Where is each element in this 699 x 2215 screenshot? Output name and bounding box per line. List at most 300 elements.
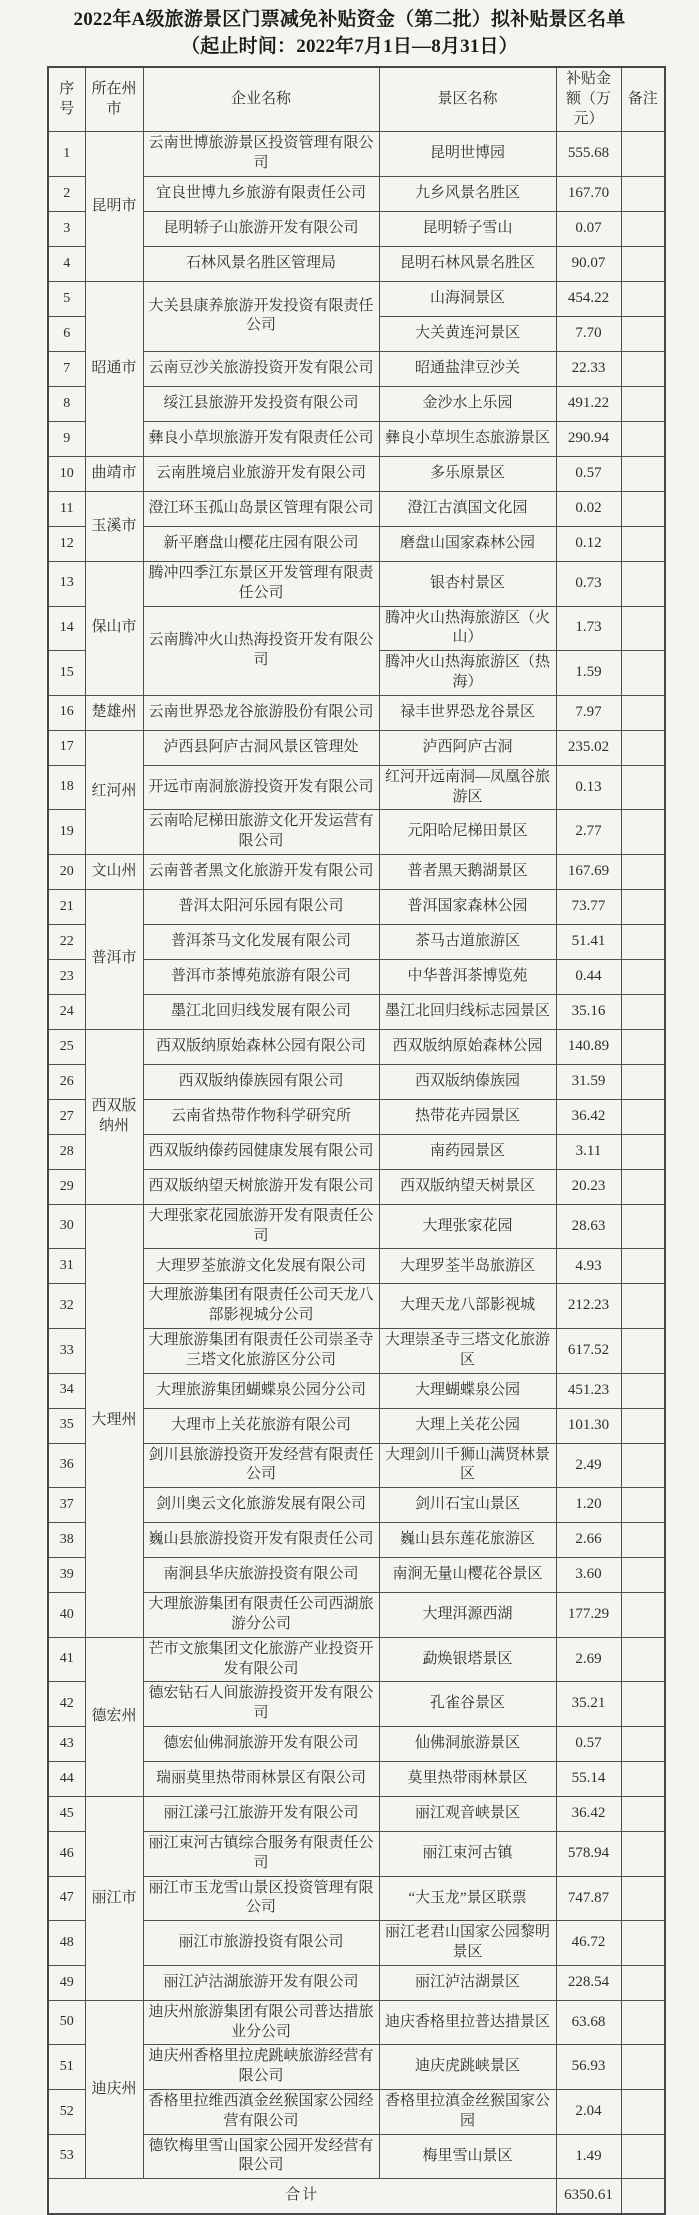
cell-scenic: 普者黑天鹅湖景区 — [379, 854, 556, 889]
cell-company: 迪庆州香格里拉虎跳峡旅游经营有限公司 — [143, 2045, 379, 2090]
cell-scenic: 银杏村景区 — [379, 561, 556, 606]
cell-note — [621, 2179, 665, 2215]
cell-amount: 73.77 — [556, 889, 621, 924]
cell-amount: 0.57 — [556, 1727, 621, 1762]
cell-note — [621, 1249, 665, 1284]
cell-note — [621, 1523, 665, 1558]
cell-no: 8 — [48, 386, 85, 421]
cell-amount: 3.11 — [556, 1134, 621, 1169]
cell-scenic: 多乐原景区 — [379, 456, 556, 491]
cell-no: 16 — [48, 695, 85, 730]
cell-note — [621, 421, 665, 456]
cell-company: 彝良小草坝旅游开发有限责任公司 — [143, 421, 379, 456]
cell-company: 德宏仙佛洞旅游开发有限公司 — [143, 1727, 379, 1762]
cell-company: 石林风景名胜区管理局 — [143, 246, 379, 281]
cell-scenic: 金沙水上乐园 — [379, 386, 556, 421]
cell-note — [621, 854, 665, 889]
cell-note — [621, 765, 665, 810]
table-row — [48, 491, 665, 526]
cell-scenic: 梅里雪山景区 — [379, 2134, 556, 2179]
cell-company: 墨江北回归线发展有限公司 — [143, 994, 379, 1029]
cell-region: 曲靖市 — [85, 456, 143, 491]
column-header-amount: 补贴金额（万元） — [556, 67, 621, 132]
cell-note — [621, 1797, 665, 1832]
cell-amount: 55.14 — [556, 1762, 621, 1797]
cell-note — [621, 2045, 665, 2090]
table-row — [48, 730, 665, 765]
cell-amount: 2.66 — [556, 1523, 621, 1558]
cell-note — [621, 1558, 665, 1593]
cell-company: 芒市文旅集团文化旅游产业投资开发有限公司 — [143, 1637, 379, 1682]
cell-amount: 2.77 — [556, 810, 621, 855]
cell-note — [621, 1408, 665, 1443]
cell-no: 47 — [48, 1876, 85, 1921]
cell-company: 云南胜境启业旅游开发有限公司 — [143, 456, 379, 491]
cell-company: 泸西县阿庐古洞风景区管理处 — [143, 730, 379, 765]
cell-no: 3 — [48, 211, 85, 246]
cell-note — [621, 1204, 665, 1249]
cell-scenic: 腾冲火山热海旅游区（火山） — [379, 606, 556, 651]
cell-company: 西双版纳傣药园健康发展有限公司 — [143, 1134, 379, 1169]
cell-company: 丽江泸沽湖旅游开发有限公司 — [143, 1965, 379, 2000]
cell-no: 25 — [48, 1029, 85, 1064]
cell-no: 44 — [48, 1762, 85, 1797]
cell-no: 49 — [48, 1965, 85, 2000]
table-row — [48, 1029, 665, 1064]
cell-scenic: 大理罗荃半岛旅游区 — [379, 1249, 556, 1284]
cell-amount: 1.49 — [556, 2134, 621, 2179]
cell-scenic: 南药园景区 — [379, 1134, 556, 1169]
cell-company: 西双版纳傣族园有限公司 — [143, 1064, 379, 1099]
cell-amount: 31.59 — [556, 1064, 621, 1099]
cell-amount: 1.20 — [556, 1488, 621, 1523]
column-header-note: 备注 — [621, 67, 665, 132]
cell-note — [621, 351, 665, 386]
cell-note — [621, 1443, 665, 1488]
cell-no: 1 — [48, 132, 85, 177]
cell-no: 34 — [48, 1373, 85, 1408]
cell-amount: 555.68 — [556, 132, 621, 177]
cell-note — [621, 1284, 665, 1329]
cell-scenic: 茶马古道旅游区 — [379, 924, 556, 959]
cell-amount: 56.93 — [556, 2045, 621, 2090]
cell-note — [621, 132, 665, 177]
cell-scenic: 仙佛洞旅游景区 — [379, 1727, 556, 1762]
cell-amount: 0.02 — [556, 491, 621, 526]
cell-no: 30 — [48, 1204, 85, 1249]
cell-no: 5 — [48, 281, 85, 316]
cell-company: 德宏钻石人间旅游投资开发有限公司 — [143, 1682, 379, 1727]
cell-amount: 2.04 — [556, 2090, 621, 2135]
cell-amount: 0.73 — [556, 561, 621, 606]
cell-amount: 212.23 — [556, 1284, 621, 1329]
cell-no: 14 — [48, 606, 85, 651]
cell-region: 保山市 — [85, 561, 143, 695]
cell-company: 云南豆沙关旅游投资开发有限公司 — [143, 351, 379, 386]
cell-scenic: 巍山县东莲花旅游区 — [379, 1523, 556, 1558]
cell-no: 33 — [48, 1329, 85, 1374]
cell-no: 40 — [48, 1593, 85, 1638]
cell-company: 腾冲四季江东景区开发管理有限责任公司 — [143, 561, 379, 606]
cell-scenic: 山海洞景区 — [379, 281, 556, 316]
table-row — [48, 1797, 665, 1832]
cell-scenic: 昆明世博园 — [379, 132, 556, 177]
cell-region: 西双版纳州 — [85, 1029, 143, 1204]
cell-note — [621, 2000, 665, 2045]
cell-amount: 28.63 — [556, 1204, 621, 1249]
cell-no: 13 — [48, 561, 85, 606]
cell-note — [621, 1921, 665, 1966]
cell-amount: 90.07 — [556, 246, 621, 281]
cell-note — [621, 1682, 665, 1727]
cell-scenic: 香格里拉滇金丝猴国家公园 — [379, 2090, 556, 2135]
cell-company: 大理张家花园旅游开发有限责任公司 — [143, 1204, 379, 1249]
cell-company: 昆明轿子山旅游开发有限公司 — [143, 211, 379, 246]
cell-note — [621, 1329, 665, 1374]
cell-no: 48 — [48, 1921, 85, 1966]
cell-amount: 35.21 — [556, 1682, 621, 1727]
cell-amount: 140.89 — [556, 1029, 621, 1064]
cell-scenic: 九乡风景名胜区 — [379, 176, 556, 211]
cell-note — [621, 1727, 665, 1762]
cell-note — [621, 1134, 665, 1169]
cell-scenic: 红河开远南洞—凤凰谷旅游区 — [379, 765, 556, 810]
cell-scenic: 大关黄连河景区 — [379, 316, 556, 351]
cell-note — [621, 1832, 665, 1877]
cell-note — [621, 281, 665, 316]
cell-region: 丽江市 — [85, 1797, 143, 2001]
cell-scenic: 澄江古滇国文化园 — [379, 491, 556, 526]
cell-note — [621, 1099, 665, 1134]
cell-amount: 1.59 — [556, 651, 621, 696]
table-row — [48, 2000, 665, 2045]
table-row — [48, 854, 665, 889]
cell-no: 53 — [48, 2134, 85, 2179]
cell-amount: 578.94 — [556, 1832, 621, 1877]
cell-no: 45 — [48, 1797, 85, 1832]
cell-note — [621, 924, 665, 959]
cell-company: 西双版纳望天树旅游开发有限公司 — [143, 1169, 379, 1204]
cell-amount: 46.72 — [556, 1921, 621, 1966]
cell-note — [621, 1965, 665, 2000]
cell-note — [621, 1488, 665, 1523]
cell-note — [621, 1029, 665, 1064]
cell-amount: 0.12 — [556, 526, 621, 561]
table-body — [48, 132, 665, 2214]
cell-no: 31 — [48, 1249, 85, 1284]
cell-no: 51 — [48, 2045, 85, 2090]
cell-note — [621, 176, 665, 211]
cell-amount: 617.52 — [556, 1329, 621, 1374]
cell-scenic: 泸西阿庐古洞 — [379, 730, 556, 765]
cell-amount: 167.70 — [556, 176, 621, 211]
cell-company: 剑川县旅游投资开发经营有限责任公司 — [143, 1443, 379, 1488]
cell-scenic: “大玉龙”景区联票 — [379, 1876, 556, 1921]
cell-no: 38 — [48, 1523, 85, 1558]
cell-scenic: 彝良小草坝生态旅游景区 — [379, 421, 556, 456]
cell-company: 普洱太阳河乐园有限公司 — [143, 889, 379, 924]
cell-amount: 2.69 — [556, 1637, 621, 1682]
cell-amount: 4.93 — [556, 1249, 621, 1284]
cell-note — [621, 246, 665, 281]
cell-no: 21 — [48, 889, 85, 924]
cell-company: 剑川奥云文化旅游发展有限公司 — [143, 1488, 379, 1523]
cell-amount: 228.54 — [556, 1965, 621, 2000]
cell-note — [621, 1593, 665, 1638]
cell-company: 澄江环玉孤山岛景区管理有限公司 — [143, 491, 379, 526]
cell-company: 丽江束河古镇综合服务有限责任公司 — [143, 1832, 379, 1877]
cell-region: 迪庆州 — [85, 2000, 143, 2178]
cell-no: 23 — [48, 959, 85, 994]
total-row — [48, 2179, 665, 2215]
cell-region: 昆明市 — [85, 132, 143, 282]
cell-no: 9 — [48, 421, 85, 456]
cell-note — [621, 695, 665, 730]
cell-no: 28 — [48, 1134, 85, 1169]
cell-no: 35 — [48, 1408, 85, 1443]
cell-region: 楚雄州 — [85, 695, 143, 730]
cell-company: 宜良世博九乡旅游有限责任公司 — [143, 176, 379, 211]
cell-no: 39 — [48, 1558, 85, 1593]
cell-no: 2 — [48, 176, 85, 211]
total-amount: 6350.61 — [556, 2179, 621, 2215]
cell-company: 丽江市玉龙雪山景区投资管理有限公司 — [143, 1876, 379, 1921]
column-header-company: 企业名称 — [143, 67, 379, 132]
cell-note — [621, 2134, 665, 2179]
column-header-scenic: 景区名称 — [379, 67, 556, 132]
cell-note — [621, 386, 665, 421]
cell-no: 15 — [48, 651, 85, 696]
cell-company: 丽江漾弓江旅游开发有限公司 — [143, 1797, 379, 1832]
cell-scenic: 中华普洱茶博览苑 — [379, 959, 556, 994]
cell-no: 32 — [48, 1284, 85, 1329]
cell-company: 普洱茶马文化发展有限公司 — [143, 924, 379, 959]
cell-no: 10 — [48, 456, 85, 491]
cell-company: 大理旅游集团有限责任公司崇圣寺三塔文化旅游区分公司 — [143, 1329, 379, 1374]
cell-amount: 0.44 — [556, 959, 621, 994]
cell-note — [621, 810, 665, 855]
table-row — [48, 1637, 665, 1682]
cell-scenic: 禄丰世界恐龙谷景区 — [379, 695, 556, 730]
cell-scenic: 丽江泸沽湖景区 — [379, 1965, 556, 2000]
table-row — [48, 281, 665, 316]
document-subtitle: （起止时间：2022年7月1日—8月31日） — [181, 35, 518, 57]
cell-note — [621, 1637, 665, 1682]
cell-amount: 63.68 — [556, 2000, 621, 2045]
cell-no: 18 — [48, 765, 85, 810]
cell-company: 新平磨盘山樱花庄园有限公司 — [143, 526, 379, 561]
table-row — [48, 695, 665, 730]
cell-amount: 491.22 — [556, 386, 621, 421]
cell-no: 22 — [48, 924, 85, 959]
cell-scenic: 昆明轿子雪山 — [379, 211, 556, 246]
table-row — [48, 132, 665, 177]
cell-no: 37 — [48, 1488, 85, 1523]
document-header — [0, 0, 699, 61]
cell-company: 云南世界恐龙谷旅游股份有限公司 — [143, 695, 379, 730]
cell-note — [621, 2090, 665, 2135]
total-label: 合计 — [48, 2179, 556, 2215]
cell-scenic: 剑川石宝山景区 — [379, 1488, 556, 1523]
cell-amount: 177.29 — [556, 1593, 621, 1638]
cell-company: 云南世博旅游景区投资管理有限公司 — [143, 132, 379, 177]
cell-company: 瑞丽莫里热带雨林景区有限公司 — [143, 1762, 379, 1797]
cell-company: 大理旅游集团有限责任公司西湖旅游分公司 — [143, 1593, 379, 1638]
cell-company: 云南腾冲火山热海投资开发有限公司 — [143, 606, 379, 695]
cell-amount: 36.42 — [556, 1099, 621, 1134]
cell-company: 云南省热带作物科学研究所 — [143, 1099, 379, 1134]
cell-amount: 290.94 — [556, 421, 621, 456]
cell-scenic: 大理天龙八部影视城 — [379, 1284, 556, 1329]
cell-no: 6 — [48, 316, 85, 351]
cell-company: 云南普者黑文化旅游开发有限公司 — [143, 854, 379, 889]
cell-note — [621, 316, 665, 351]
cell-scenic: 勐焕银塔景区 — [379, 1637, 556, 1682]
cell-region: 玉溪市 — [85, 491, 143, 561]
cell-amount: 3.60 — [556, 1558, 621, 1593]
cell-note — [621, 1169, 665, 1204]
cell-amount: 0.13 — [556, 765, 621, 810]
cell-region: 德宏州 — [85, 1637, 143, 1796]
cell-amount: 20.23 — [556, 1169, 621, 1204]
cell-scenic: 南涧无量山樱花谷景区 — [379, 1558, 556, 1593]
cell-amount: 36.42 — [556, 1797, 621, 1832]
cell-company: 大关县康养旅游开发投资有限责任公司 — [143, 281, 379, 351]
cell-amount: 51.41 — [556, 924, 621, 959]
cell-no: 52 — [48, 2090, 85, 2135]
cell-scenic: 丽江观音峡景区 — [379, 1797, 556, 1832]
table-row — [48, 561, 665, 606]
table-row — [48, 889, 665, 924]
cell-scenic: 热带花卉园景区 — [379, 1099, 556, 1134]
cell-scenic: 腾冲火山热海旅游区（热海） — [379, 651, 556, 696]
cell-no: 11 — [48, 491, 85, 526]
cell-scenic: 墨江北回归线标志园景区 — [379, 994, 556, 1029]
cell-company: 香格里拉维西滇金丝猴国家公园经营有限公司 — [143, 2090, 379, 2135]
cell-region: 普洱市 — [85, 889, 143, 1029]
cell-scenic: 大理上关花公园 — [379, 1408, 556, 1443]
cell-no: 42 — [48, 1682, 85, 1727]
cell-amount: 7.70 — [556, 316, 621, 351]
cell-scenic: 元阳哈尼梯田景区 — [379, 810, 556, 855]
cell-scenic: 大理洱源西湖 — [379, 1593, 556, 1638]
cell-amount: 235.02 — [556, 730, 621, 765]
cell-amount: 747.87 — [556, 1876, 621, 1921]
cell-note — [621, 730, 665, 765]
cell-no: 4 — [48, 246, 85, 281]
cell-scenic: 普洱国家森林公园 — [379, 889, 556, 924]
table-row — [48, 456, 665, 491]
cell-scenic: 孔雀谷景区 — [379, 1682, 556, 1727]
document-title: 2022年A级旅游景区门票减免补贴资金（第二批）拟补贴景区名单 — [73, 9, 626, 30]
cell-scenic: 昆明石林风景名胜区 — [379, 246, 556, 281]
cell-region: 红河州 — [85, 730, 143, 854]
cell-scenic: 迪庆香格里拉普达措景区 — [379, 2000, 556, 2045]
column-header-no: 序号 — [48, 67, 85, 132]
cell-note — [621, 889, 665, 924]
cell-amount: 167.69 — [556, 854, 621, 889]
cell-scenic: 磨盘山国家森林公园 — [379, 526, 556, 561]
cell-no: 46 — [48, 1832, 85, 1877]
cell-no: 41 — [48, 1637, 85, 1682]
cell-company: 巍山县旅游投资开发有限责任公司 — [143, 1523, 379, 1558]
cell-amount: 454.22 — [556, 281, 621, 316]
cell-scenic: 大理崇圣寺三塔文化旅游区 — [379, 1329, 556, 1374]
cell-no: 12 — [48, 526, 85, 561]
table-header-row — [48, 67, 665, 132]
cell-amount: 2.49 — [556, 1443, 621, 1488]
cell-amount: 0.57 — [556, 456, 621, 491]
cell-no: 43 — [48, 1727, 85, 1762]
cell-company: 大理旅游集团蝴蝶泉公园分公司 — [143, 1373, 379, 1408]
cell-note — [621, 1064, 665, 1099]
table-row — [48, 1204, 665, 1249]
cell-company: 绥江县旅游开发投资有限公司 — [143, 386, 379, 421]
cell-scenic: 西双版纳傣族园 — [379, 1064, 556, 1099]
cell-amount: 101.30 — [556, 1408, 621, 1443]
cell-scenic: 大理剑川千狮山满贤林景区 — [379, 1443, 556, 1488]
cell-note — [621, 1373, 665, 1408]
cell-scenic: 丽江束河古镇 — [379, 1832, 556, 1877]
cell-note — [621, 994, 665, 1029]
cell-note — [621, 1876, 665, 1921]
cell-company: 德钦梅里雪山国家公园开发经营有限公司 — [143, 2134, 379, 2179]
cell-company: 开远市南洞旅游投资开发有限公司 — [143, 765, 379, 810]
cell-company: 迪庆州旅游集团有限公司普达措旅业分公司 — [143, 2000, 379, 2045]
cell-amount: 7.97 — [556, 695, 621, 730]
cell-note — [621, 959, 665, 994]
cell-no: 26 — [48, 1064, 85, 1099]
cell-region: 昭通市 — [85, 281, 143, 456]
cell-company: 西双版纳原始森林公园有限公司 — [143, 1029, 379, 1064]
cell-no: 17 — [48, 730, 85, 765]
cell-no: 36 — [48, 1443, 85, 1488]
cell-note — [621, 1762, 665, 1797]
cell-scenic: 西双版纳望天树景区 — [379, 1169, 556, 1204]
cell-amount: 22.33 — [556, 351, 621, 386]
cell-company: 南涧县华庆旅游投资有限公司 — [143, 1558, 379, 1593]
cell-no: 27 — [48, 1099, 85, 1134]
cell-no: 7 — [48, 351, 85, 386]
cell-company: 大理罗荃旅游文化发展有限公司 — [143, 1249, 379, 1284]
cell-scenic: 迪庆虎跳峡景区 — [379, 2045, 556, 2090]
cell-scenic: 丽江老君山国家公园黎明景区 — [379, 1921, 556, 1966]
cell-scenic: 大理张家花园 — [379, 1204, 556, 1249]
cell-note — [621, 491, 665, 526]
cell-company: 大理旅游集团有限责任公司天龙八部影视城分公司 — [143, 1284, 379, 1329]
cell-note — [621, 456, 665, 491]
cell-note — [621, 526, 665, 561]
cell-scenic: 昭通盐津豆沙关 — [379, 351, 556, 386]
cell-amount: 35.16 — [556, 994, 621, 1029]
cell-no: 20 — [48, 854, 85, 889]
cell-scenic: 莫里热带雨林景区 — [379, 1762, 556, 1797]
cell-company: 普洱市茶博苑旅游有限公司 — [143, 959, 379, 994]
cell-company: 丽江市旅游投资有限公司 — [143, 1921, 379, 1966]
cell-no: 50 — [48, 2000, 85, 2045]
column-header-region: 所在州市 — [85, 67, 143, 132]
cell-note — [621, 606, 665, 651]
cell-amount: 0.07 — [556, 211, 621, 246]
cell-no: 29 — [48, 1169, 85, 1204]
cell-amount: 451.23 — [556, 1373, 621, 1408]
cell-no: 19 — [48, 810, 85, 855]
cell-company: 云南哈尼梯田旅游文化开发运营有限公司 — [143, 810, 379, 855]
cell-no: 24 — [48, 994, 85, 1029]
cell-note — [621, 561, 665, 606]
cell-note — [621, 651, 665, 696]
cell-amount: 1.73 — [556, 606, 621, 651]
